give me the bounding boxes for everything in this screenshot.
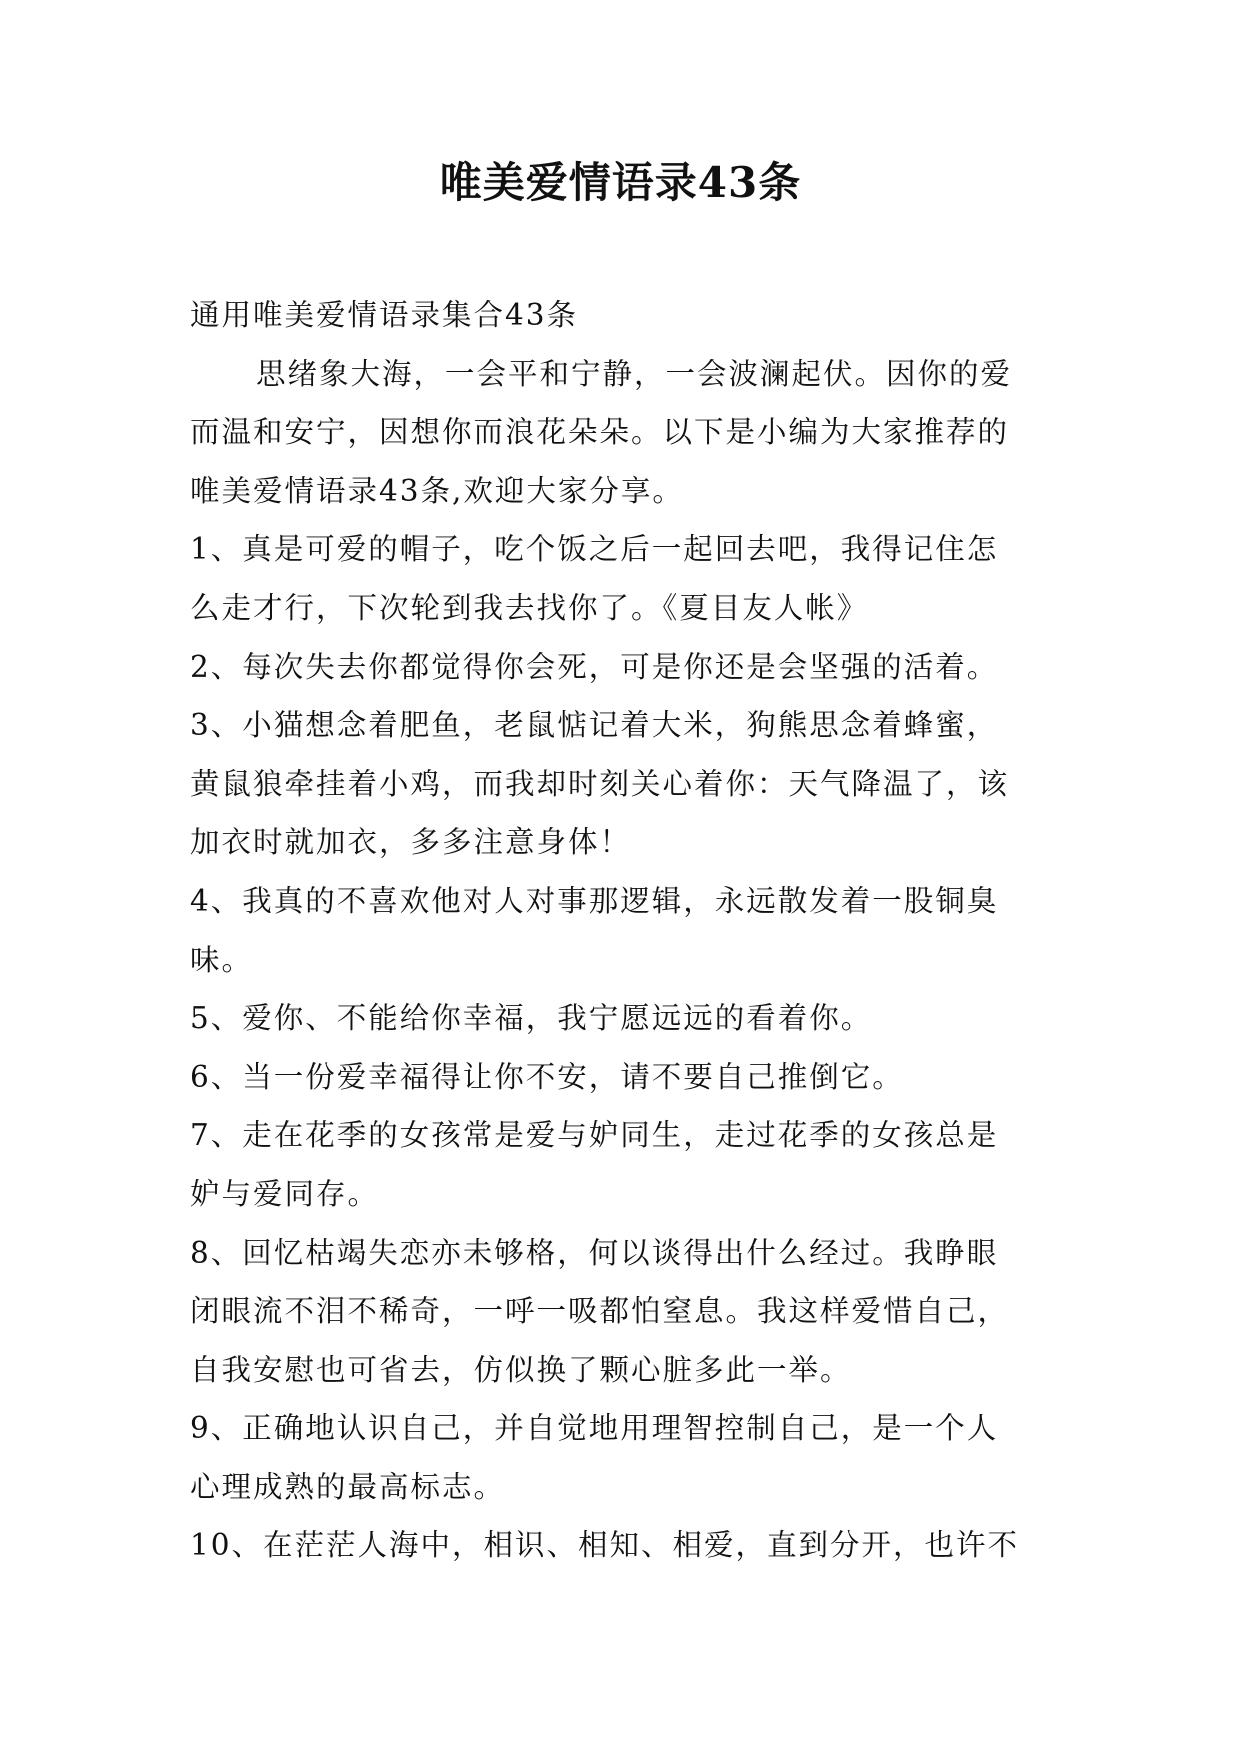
intro-line: 而温和安宁，因想你而浪花朵朵。以下是小编为大家推荐的 — [190, 415, 1010, 450]
quote-line: 自我安慰也可省去，仿似换了颗心脏多此一举。 — [190, 1352, 852, 1387]
subtitle-line: 通用唯美爱情语录集合43条 — [190, 298, 579, 332]
quote-line: 1、真是可爱的帽子，吃个饭之后一起回去吧，我得记住怎 — [190, 532, 999, 567]
quote-line: 心理成熟的最高标志。 — [190, 1469, 506, 1504]
quote-line: 9、正确地认识自己，并自觉地用理智控制自己，是一个人 — [190, 1411, 999, 1446]
quote-line: 闭眼流不泪不稀奇，一呼一吸都怕窒息。我这样爱惜自己， — [190, 1294, 1010, 1329]
quote-line: 8、回忆枯竭失恋亦未够格，何以谈得出什么经过。我睁眼 — [190, 1235, 999, 1270]
quote-line: 么走才行，下次轮到我去找你了。《夏目友人帐》 — [190, 590, 869, 625]
quote-line: 妒与爱同存。 — [190, 1176, 380, 1211]
quote-line: 3、小猫想念着肥鱼，老鼠惦记着大米，狗熊思念着蜂蜜， — [190, 708, 999, 743]
quote-line: 5、爱你、不能给你幸福，我宁愿远远的看着你。 — [190, 1001, 873, 1036]
quote-line: 黄鼠狼牵挂着小鸡，而我却时刻关心着你：天气降温了，该 — [190, 766, 1010, 801]
quote-line: 4、我真的不喜欢他对人对事那逻辑，永远散发着一股铜臭 — [190, 883, 999, 918]
quote-line: 味。 — [190, 942, 254, 977]
quote-line: 2、每次失去你都觉得你会死，可是你还是会坚强的活着。 — [190, 649, 999, 684]
quote-line: 6、当一份爱幸福得让你不安，请不要自己推倒它。 — [190, 1059, 904, 1094]
quote-line: 10、在茫茫人海中，相识、相知、相爱，直到分开，也许不 — [190, 1528, 1020, 1563]
document-title: 唯美爱情语录43条 — [439, 158, 802, 207]
intro-line: 思绪象大海，一会平和宁静，一会波澜起伏。因你的爱 — [256, 356, 1013, 391]
document-body — [190, 286, 1050, 1575]
intro-line: 唯美爱情语录43条,欢迎大家分享。 — [190, 473, 684, 508]
quote-line: 7、走在花季的女孩常是爱与妒同生，走过花季的女孩总是 — [190, 1118, 999, 1153]
quote-line: 加衣时就加衣，多多注意身体！ — [190, 825, 632, 860]
